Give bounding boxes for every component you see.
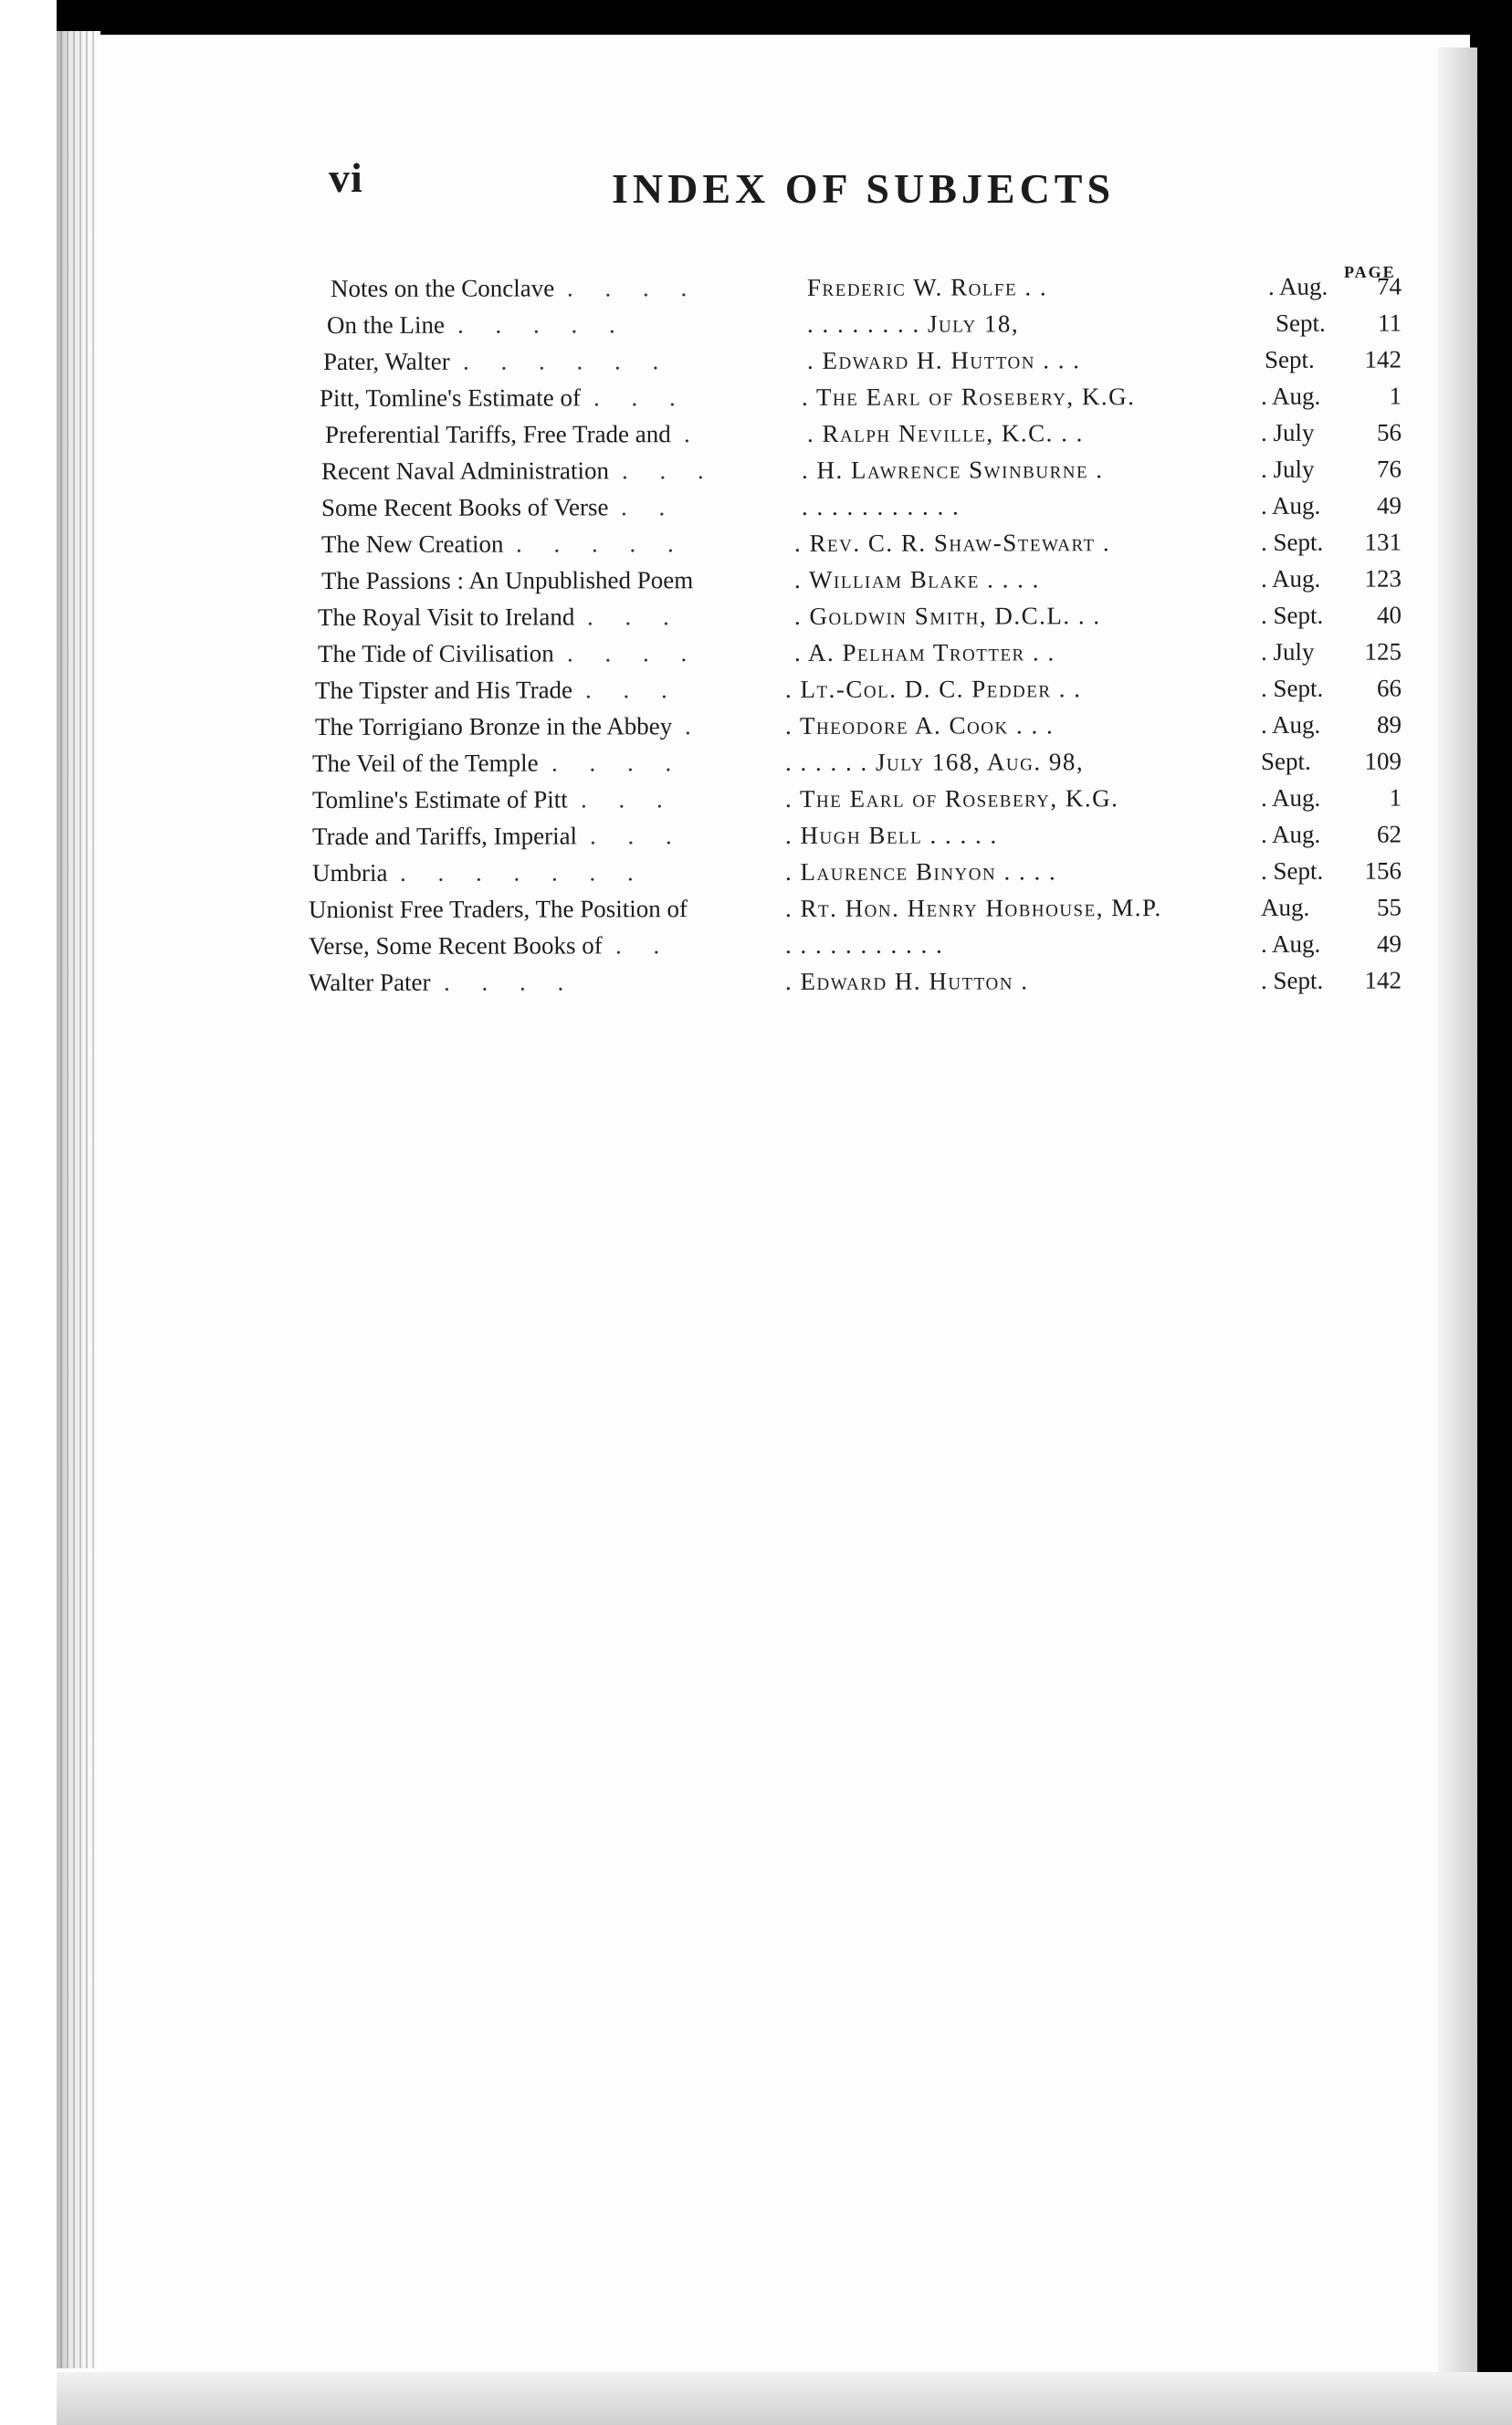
entry-subject: Trade and Tariffs, Imperial: [311, 822, 578, 851]
index-entry-row: [0, 779, 1512, 818]
entry-month: . Sept.: [1260, 856, 1324, 885]
entry-month: . Sept.: [1260, 674, 1324, 702]
entry-month: . Sept.: [1260, 966, 1324, 994]
entry-author: . Goldwin Smith, D.C.L. . .: [793, 602, 1101, 630]
entry-page-number: 1: [1389, 783, 1402, 812]
entry-subject: Notes on the Conclave: [330, 274, 555, 302]
entry-leader-dots: . . .: [584, 676, 680, 704]
entry-page-number: 125: [1364, 637, 1402, 666]
entry-page-number: 56: [1376, 418, 1402, 446]
entry-month: Sept.: [1275, 309, 1326, 337]
entry-leader-dots: . . . .: [443, 968, 577, 996]
entry-subject: The Tide of Civilisation: [317, 639, 554, 668]
entry-subject: The New Creation: [320, 530, 504, 558]
entry-leader-dots: .: [683, 420, 703, 448]
entry-page-number: 1: [1389, 382, 1402, 410]
entry-author: . William Blake . . . .: [793, 565, 1040, 593]
entry-page-number: 142: [1364, 966, 1402, 994]
entry-author: . The Earl of Rosebery, K.G.: [784, 784, 1119, 813]
entry-page-number: 142: [1364, 345, 1402, 373]
entry-leader-dots: . . . .: [551, 749, 685, 777]
entry-author: . The Earl of Rosebery, K.G.: [801, 383, 1136, 411]
entry-subject: The Royal Visit to Ireland: [317, 603, 575, 632]
entry-author: . Edward H. Hutton .: [784, 967, 1029, 995]
page-bottom-shadow: [57, 2372, 1512, 2425]
entry-page-number: 66: [1376, 674, 1402, 702]
entry-page-number: 49: [1376, 929, 1402, 958]
entry-page-number: 40: [1376, 601, 1402, 629]
index-entry-row: [0, 669, 1512, 709]
entry-leader-dots: . . .: [589, 822, 685, 850]
entry-subject: The Passions : An Unpublished Poem: [320, 566, 694, 594]
index-entry-row: [0, 742, 1512, 782]
entry-month: . July: [1260, 455, 1315, 483]
entry-author: Frederic W. Rolfe . .: [806, 273, 1048, 301]
index-entry-row: [0, 596, 1512, 635]
entry-month: . Sept.: [1260, 601, 1324, 629]
entry-author: . Rt. Hon. Henry Hobhouse, M.P.: [784, 894, 1162, 922]
entry-author: . . . . . . . . July 18,: [806, 310, 1020, 338]
index-entry-row: [0, 377, 1512, 416]
entry-month: Sept.: [1264, 345, 1315, 373]
entry-subject: Tomline's Estimate of Pitt: [311, 785, 568, 814]
entry-leader-dots: . . .: [593, 383, 688, 412]
entry-author: . Rev. C. R. Shaw-Stewart .: [793, 529, 1111, 557]
entry-leader-dots: . . . .: [566, 639, 700, 667]
entry-author: . . . . . . . . . . .: [784, 930, 944, 959]
entry-month: . Sept.: [1260, 528, 1324, 556]
entry-page-number: 123: [1364, 564, 1402, 593]
index-entry-row: [0, 560, 1512, 599]
entry-author: . . . . . . July 168, Aug. 98,: [784, 748, 1085, 776]
page-title: INDEX OF SUBJECTS: [612, 165, 1116, 212]
index-entry-row: [0, 304, 1512, 343]
index-entry-row: [0, 706, 1512, 745]
index-entry-row: [0, 852, 1512, 891]
index-entry-row: [0, 925, 1512, 964]
index-entry-row: [0, 450, 1512, 489]
entry-page-number: 49: [1376, 491, 1402, 520]
entry-leader-dots: . . . .: [566, 274, 700, 302]
entry-subject: Walter Pater: [308, 968, 431, 997]
entry-leader-dots: . . . . . .: [462, 347, 672, 375]
index-entry-row: [0, 961, 1512, 1001]
entry-subject: The Torrigiano Bronze in the Abbey: [314, 712, 673, 741]
entry-leader-dots: . . .: [621, 457, 717, 485]
entry-month: . Aug.: [1260, 929, 1321, 958]
entry-subject: The Tipster and His Trade: [314, 676, 573, 705]
index-entry-row: [0, 633, 1512, 672]
entry-month: . July: [1260, 418, 1315, 446]
entry-month: . Aug.: [1260, 382, 1321, 410]
entry-month: . Aug.: [1260, 491, 1321, 520]
entry-author: . Theodore A. Cook . . .: [784, 711, 1055, 740]
entry-leader-dots: .: [684, 712, 704, 740]
entry-subject: Umbria: [311, 858, 388, 887]
entry-page-number: 109: [1364, 747, 1402, 775]
index-entry-row: [0, 815, 1512, 855]
entry-leader-dots: . .: [620, 493, 678, 521]
entry-month: . Aug.: [1267, 272, 1328, 300]
entry-subject: Pitt, Tomline's Estimate of: [319, 383, 582, 413]
page-column-heading: PAGE: [1344, 263, 1396, 281]
entry-subject: Pater, Walter: [322, 347, 450, 375]
entry-month: . Aug.: [1260, 710, 1321, 739]
index-entry-row: [0, 341, 1512, 380]
entry-month: . Aug.: [1260, 783, 1321, 812]
entry-page-number: 156: [1364, 856, 1402, 885]
index-entry-row: [0, 414, 1512, 453]
entry-leader-dots: . . . . .: [457, 310, 628, 339]
entry-page-number: 11: [1377, 309, 1402, 337]
entry-leader-dots: . . . . .: [515, 530, 687, 558]
entry-author: . Lt.-Col. D. C. Pedder . .: [784, 675, 1082, 703]
index-entry-row: [0, 888, 1512, 928]
entry-author: . H. Lawrence Swinburne .: [801, 456, 1104, 484]
index-entry-row: [0, 523, 1512, 562]
entry-page-number: 76: [1376, 455, 1402, 483]
entry-author: . Edward H. Hutton . . .: [806, 346, 1081, 374]
entry-subject: Some Recent Books of Verse: [320, 493, 609, 521]
index-entry-row: [0, 487, 1512, 526]
entry-author: . A. Pelham Trotter . .: [793, 638, 1055, 667]
entry-author: . Ralph Neville, K.C. . .: [806, 419, 1084, 447]
entry-page-number: 131: [1364, 528, 1402, 556]
entry-subject: Preferential Tariffs, Free Trade and: [324, 420, 671, 448]
entry-page-number: 74: [1376, 272, 1402, 300]
entry-leader-dots: . .: [614, 931, 673, 960]
entry-month: . July: [1260, 637, 1315, 666]
page-folio: vi: [329, 154, 363, 201]
index-entry-row: [0, 268, 1512, 307]
entry-month: Aug.: [1260, 893, 1310, 921]
entry-leader-dots: . . .: [586, 603, 682, 631]
entry-subject: Unionist Free Traders, The Position of: [308, 895, 688, 924]
entry-author: . Hugh Bell . . . . .: [784, 821, 998, 849]
entry-subject: Verse, Some Recent Books of: [308, 931, 603, 961]
entry-author: . . . . . . . . . . .: [801, 492, 961, 520]
entry-subject: The Veil of the Temple: [311, 749, 539, 778]
entry-leader-dots: . . . . . . .: [399, 858, 646, 887]
entry-leader-dots: . . .: [580, 785, 676, 814]
entry-page-number: 62: [1376, 820, 1402, 848]
entry-month: . Aug.: [1260, 820, 1321, 848]
entry-page-number: 89: [1376, 710, 1402, 739]
entry-page-number: 55: [1376, 893, 1402, 921]
entry-subject: Recent Naval Administration: [320, 457, 609, 485]
entry-month: . Aug.: [1260, 564, 1321, 593]
entry-subject: On the Line: [326, 310, 446, 339]
entry-month: Sept.: [1260, 747, 1311, 775]
entry-author: . Laurence Binyon . . . .: [784, 857, 1057, 886]
